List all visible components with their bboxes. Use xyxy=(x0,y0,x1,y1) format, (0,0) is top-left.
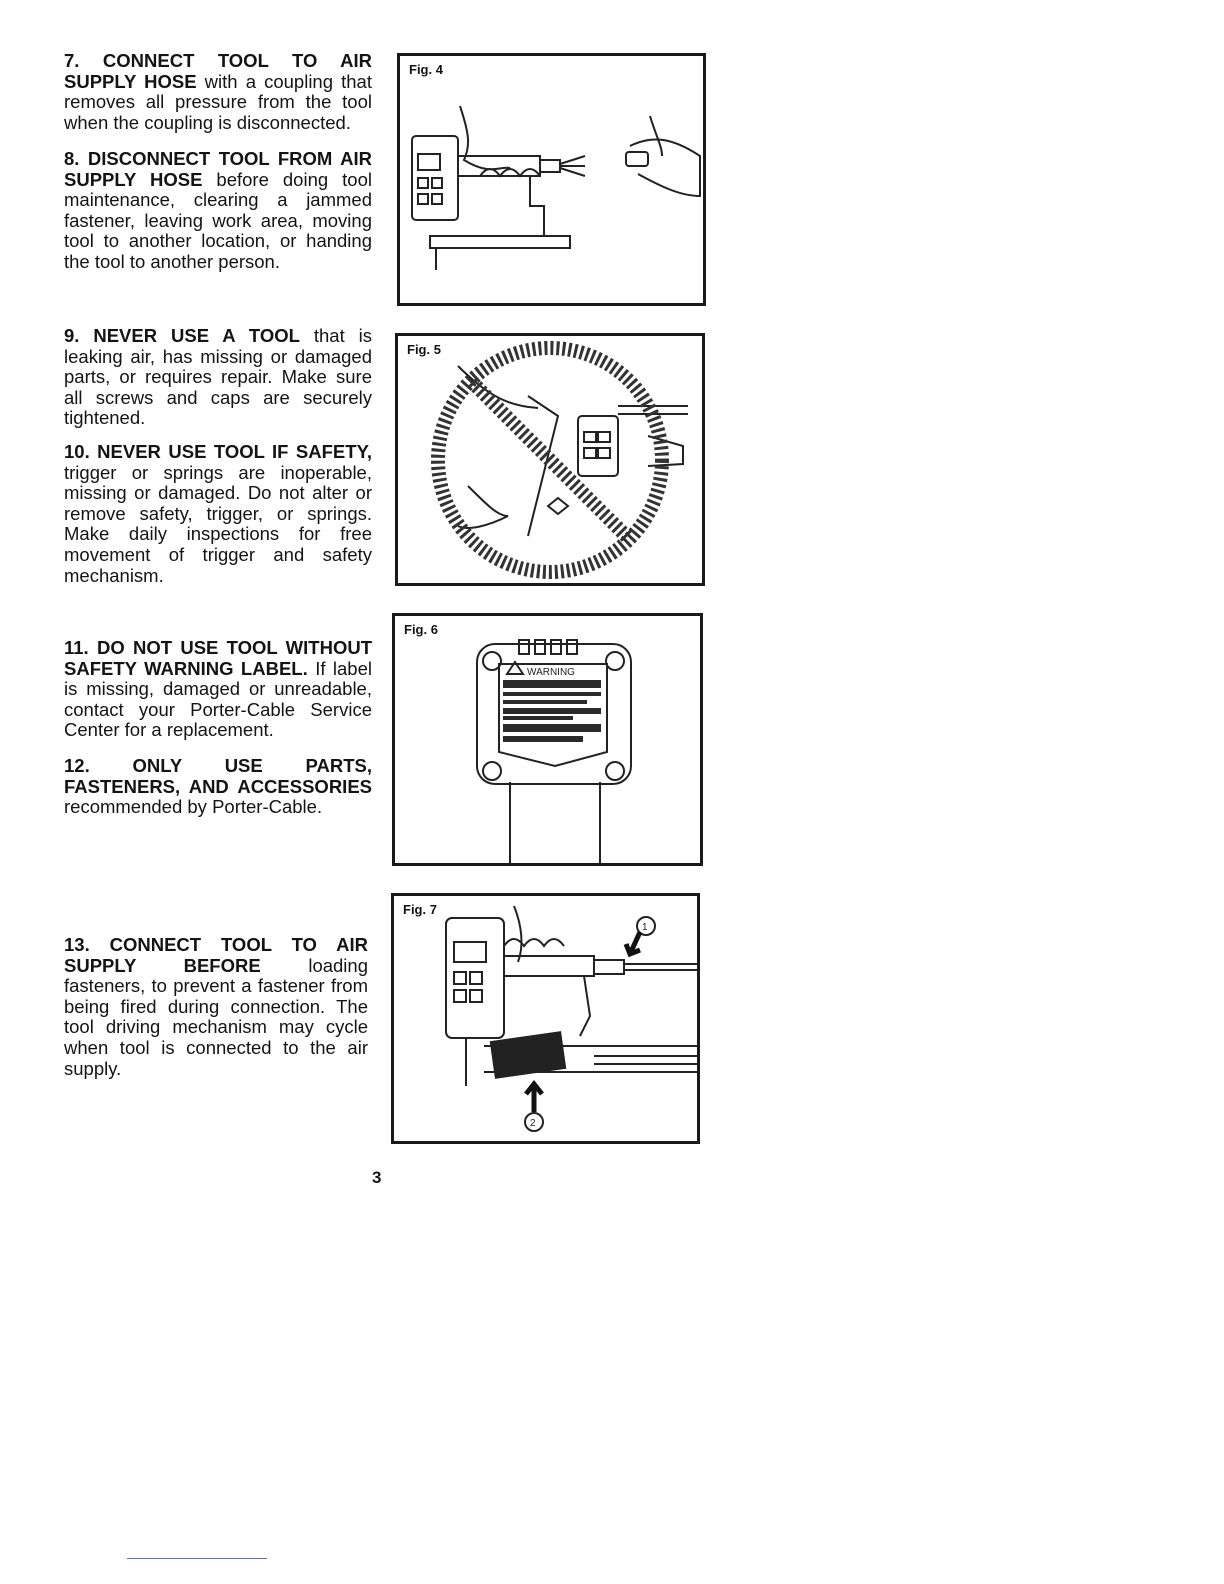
callout-arrow-1 xyxy=(626,932,640,954)
callout-arrow-2 xyxy=(526,1084,542,1112)
prohibition-slash xyxy=(472,382,628,538)
instruction-lead: 12. ONLY USE PARTS, FASTENERS, AND ACCESSORIES xyxy=(64,755,372,797)
instruction-lead: 10. NEVER USE TOOL IF SAFETY, xyxy=(64,441,372,462)
figure-label: Fig. 4 xyxy=(409,62,443,77)
figure-4 xyxy=(397,53,706,306)
instruction-9 xyxy=(64,326,372,429)
instruction-lead: 9. NEVER USE A TOOL xyxy=(64,325,300,346)
instruction-body: If label is missing, damaged or unreadable, contact your Porter-Cable Service Center for a replacement. xyxy=(64,657,372,741)
fig5-illustration xyxy=(398,336,702,583)
footer-rule xyxy=(127,1558,267,1559)
instruction-11 xyxy=(64,638,372,741)
instruction-13 xyxy=(64,935,368,1079)
instruction-body: with a coupling that removes all pressure from the tool when the coupling is disconnected. xyxy=(64,70,372,133)
fig7-illustration xyxy=(394,896,697,1141)
instruction-8 xyxy=(64,149,372,273)
instruction-body: trigger or springs are inoperable, missing or damaged. Do not alter or remove safety, trigger, or springs. Make daily inspections for free movement of trigger and safety mechanism. xyxy=(64,461,372,586)
figure-label: Fig. 7 xyxy=(403,902,437,917)
instruction-lead: 7. CONNECT TOOL TO AIR SUPPLY HOSE xyxy=(64,50,372,92)
instruction-body: loading fasteners, to prevent a fastener from being fired during connection. The tool driving mechanism may cycle when tool is connected to the air supply. xyxy=(64,954,368,1079)
figure-label: Fig. 6 xyxy=(404,622,438,637)
warning-label-text: WARNING xyxy=(527,667,575,678)
figure-6 xyxy=(392,613,703,866)
instruction-lead: 8. DISCONNECT TOOL FROM AIR SUPPLY HOSE xyxy=(64,148,372,190)
instruction-body: recommended by Porter-Cable. xyxy=(64,796,323,818)
instruction-7 xyxy=(64,51,372,133)
figure-7 xyxy=(391,893,700,1144)
callout-2: 2 xyxy=(530,1118,536,1129)
fig6-illustration xyxy=(395,616,700,863)
figure-label: Fig. 5 xyxy=(407,342,441,357)
page-number: 3 xyxy=(372,1168,382,1187)
instruction-body: before doing tool maintenance, clearing a jammed fastener, leaving work area, moving tool to another location, or handing the tool to another person. xyxy=(64,168,372,272)
instruction-10 xyxy=(64,442,372,586)
callout-1: 1 xyxy=(642,922,648,933)
instruction-lead: 11. DO NOT USE TOOL WITHOUT SAFETY WARNING LABEL. xyxy=(64,637,372,679)
figure-5 xyxy=(395,333,705,586)
instruction-lead: 13. CONNECT TOOL TO AIR SUPPLY BEFORE xyxy=(64,934,368,976)
fig4-illustration xyxy=(400,56,703,303)
instruction-12 xyxy=(64,756,372,818)
instruction-body: that is leaking air, has missing or damaged parts, or requires repair. Make sure all screws and caps are securely tightened. xyxy=(64,325,372,429)
